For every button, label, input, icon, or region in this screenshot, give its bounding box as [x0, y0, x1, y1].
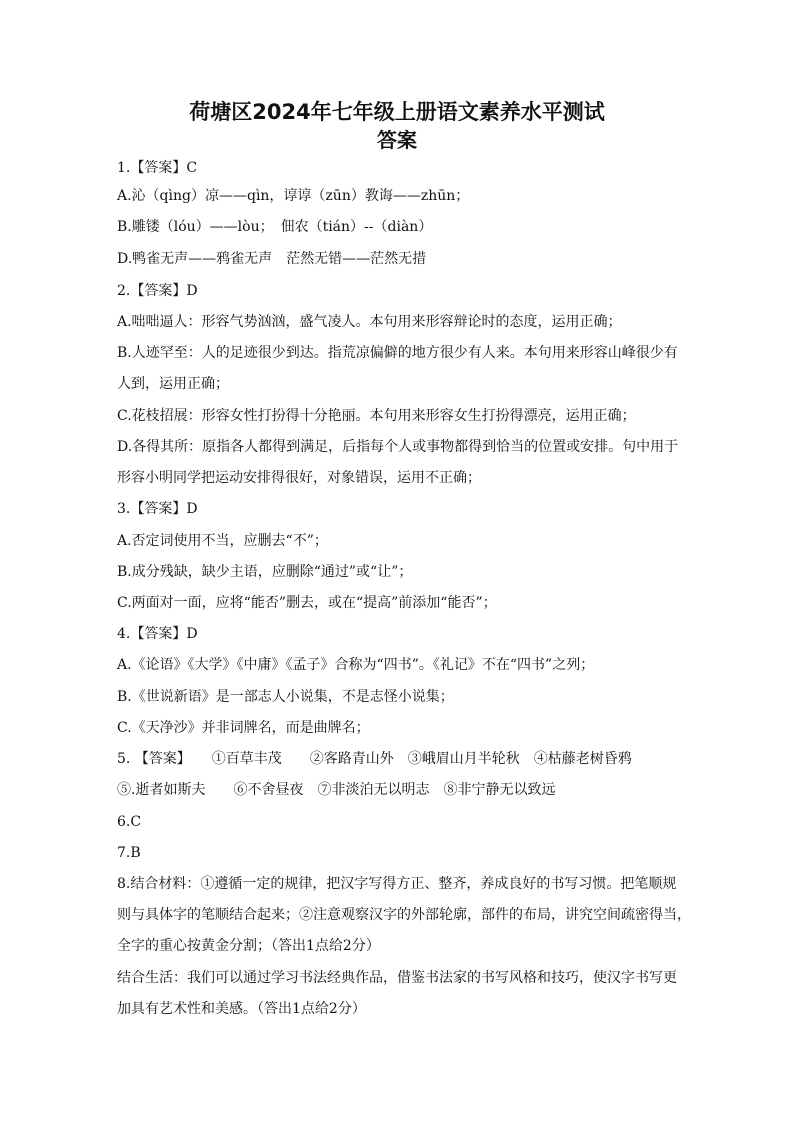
answer-line: B.人迹罕至：人的足迹很少到达。指荒凉偏僻的地方很少有人来。本句用来形容山峰很少有 — [117, 345, 678, 361]
answer-line: B.雕镂（lóu）——lòu； 佃农（tián）--（diàn） — [117, 219, 433, 235]
answer-line: C.两面对一面，应将“能否”删去，或在“提高”前添加“能否”； — [117, 595, 497, 611]
answer-line: 4.【答案】D — [117, 626, 198, 642]
document-title: 荷塘区2024年七年级上册语文素养水平测试 — [189, 100, 605, 124]
answer-line: C.花枝招展：形容女性打扮得十分艳丽。本句用来形容女生打扮得漂亮，运用正确； — [117, 408, 636, 424]
answer-line: B.成分残缺，缺少主语，应删除“通过”或“让”； — [117, 564, 413, 580]
answer-line: 加具有艺术性和美感。（答出1点给2分） — [117, 1001, 366, 1017]
answer-line: 2.【答案】D — [117, 283, 198, 299]
document-subtitle: 答案 — [377, 128, 417, 152]
answer-line: 3.【答案】D — [117, 501, 198, 517]
answer-line: 7.B — [117, 845, 141, 861]
answer-line: ⑤.逝者如斯夫 ⑥不舍昼夜 ⑦非淡泊无以明志 ⑧非宁静无以致远 — [117, 782, 556, 798]
answer-line: B.《世说新语》是一部志人小说集，不是志怪小说集； — [117, 689, 454, 705]
answer-line: A.咄咄逼人：形容气势汹汹，盛气凌人。本句用来形容辩论时的态度，运用正确； — [117, 314, 622, 330]
answer-line: 则与具体字的笔顺结合起来；②注意观察汉字的外部轮廓，部件的布局，讲究空间疏密得当， — [117, 907, 691, 923]
answer-line: 人到，运用正确； — [117, 376, 229, 392]
answer-line: 全字的重心按黄金分割；（答出1点给2分） — [117, 938, 380, 954]
answer-line: A.沁（qìng）凉——qìn，谆谆（zūn）教诲——zhūn； — [117, 188, 470, 204]
answer-line: D.各得其所：原指各人都得到满足，后指每个人或事物都得到恰当的位置或安排。句中用于 — [117, 439, 679, 455]
answer-line: 5. 【答案】 ①百草丰茂 ②客路青山外 ③峨眉山月半轮秋 ④枯藤老树昏鸦 — [117, 751, 632, 767]
answer-line: D.鸭雀无声——鸦雀无声 茫然无错——茫然无措 — [117, 251, 427, 267]
answer-line: A.《论语》《大学》《中庸》《孟子》合称为“四书”。《礼记》不在“四书”之列； — [117, 657, 595, 673]
answer-line: 形容小明同学把运动安排得很好，对象错误，运用不正确； — [117, 470, 481, 486]
answer-line: 6.C — [117, 814, 142, 830]
answer-line: C.《天净沙》并非词牌名，而是曲牌名； — [117, 720, 370, 736]
answer-line: 8.结合材料：①遵循一定的规律，把汉字写得方正、整齐，养成良好的书写习惯。把笔顺规 — [117, 876, 677, 892]
answer-line: 结合生活：我们可以通过学习书法经典作品，借鉴书法家的书写风格和技巧，使汉字书写更 — [117, 970, 677, 986]
answer-line: A.否定词使用不当，应删去“不”； — [117, 533, 328, 549]
answer-line: 1.【答案】C — [117, 160, 198, 176]
